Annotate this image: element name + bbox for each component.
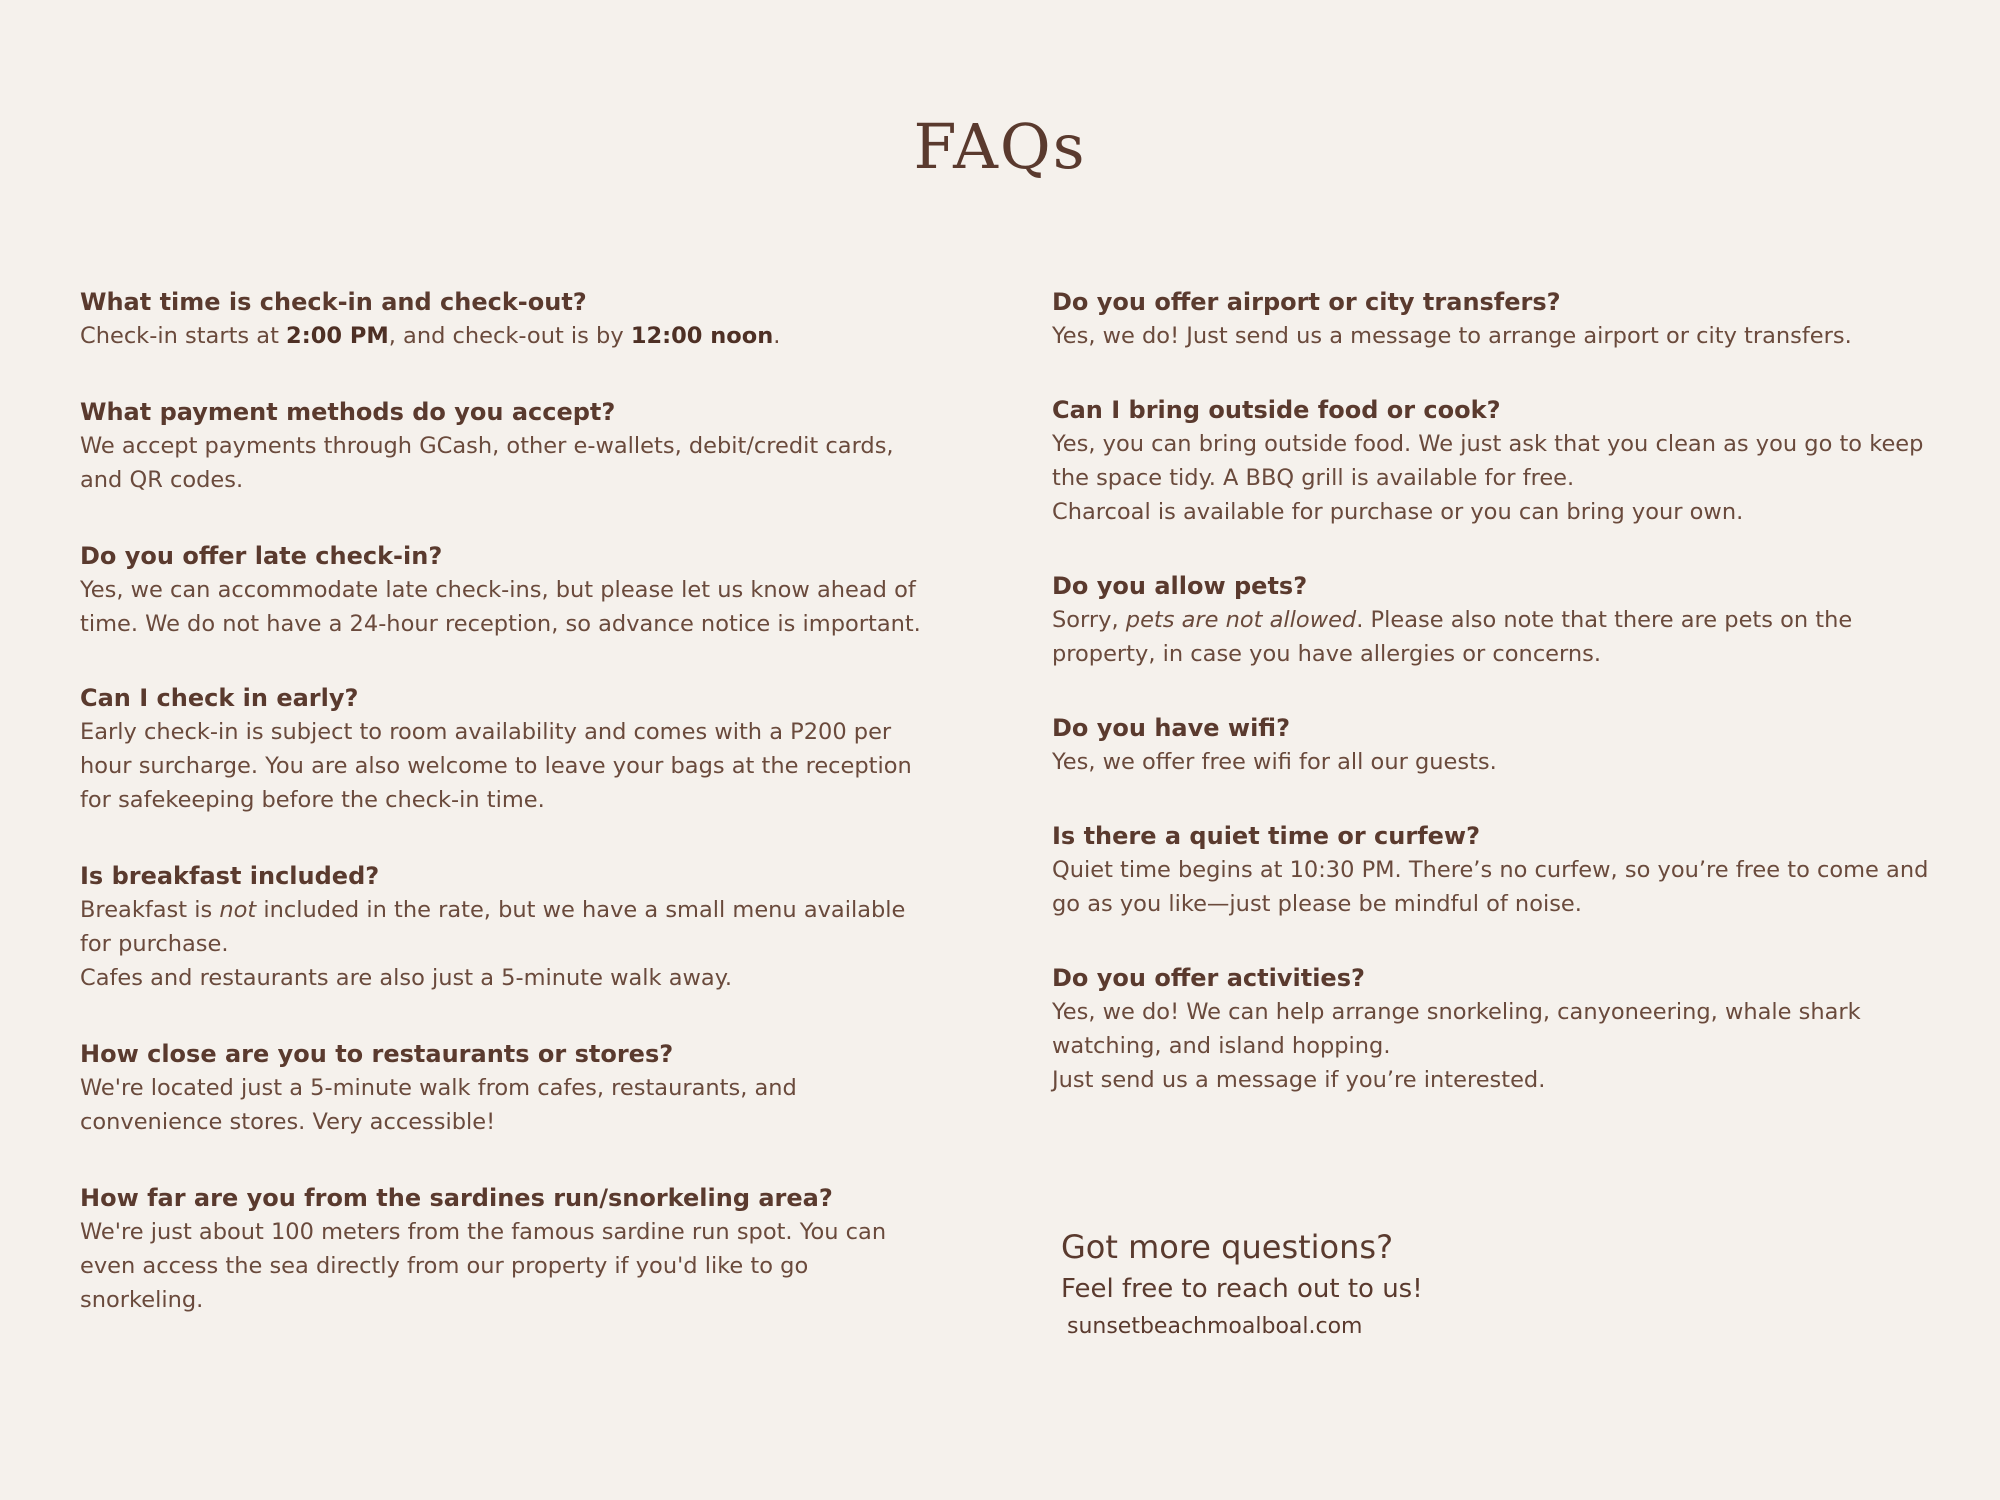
faq-item xyxy=(1052,569,1932,671)
faq-question: Can I check in early? xyxy=(80,684,359,712)
faq-item xyxy=(1052,711,1932,779)
contact-subtitle: Feel free to reach out to us! xyxy=(1061,1274,1423,1304)
faq-answer: Check-in starts at 2:00 PM, and check-out is by 12:00 noon. xyxy=(80,323,781,349)
faq-question: Is there a quiet time or curfew? xyxy=(1052,822,1481,850)
faq-question: Is breakfast included? xyxy=(80,862,380,890)
faq-question: What payment methods do you accept? xyxy=(80,398,616,426)
faq-answer: We're located just a 5-minute walk from cafes, restaurants, and convenience stores. Very accessible! xyxy=(80,1075,797,1135)
faq-item xyxy=(1052,819,1932,921)
emphasis-italic: not xyxy=(219,897,257,923)
website-link[interactable]: sunsetbeachmoalboal.com xyxy=(1067,1314,1363,1339)
faq-item xyxy=(80,859,930,995)
faq-column-right xyxy=(1052,285,1932,1097)
faq-answer: Yes, you can bring outside food. We just ask that you clean as you go to keep the space tidy. A BBQ grill is available for free. Charcoal is available for purchase or you can bring your own. xyxy=(1052,431,1924,525)
faq-answer: Quiet time begins at 10:30 PM. There’s no curfew, so you’re free to come and go as you like—just please be mindful of noise. xyxy=(1052,857,1929,917)
contact-title: Got more questions? xyxy=(1061,1228,1394,1266)
faq-item xyxy=(1052,393,1932,529)
faq-item xyxy=(80,539,930,641)
faq-item xyxy=(80,1181,930,1317)
faq-answer: We accept payments through GCash, other e-wallets, debit/credit cards, and QR codes. xyxy=(80,433,894,493)
contact-callout xyxy=(1061,1225,1423,1345)
faq-answer: Sorry, pets are not allowed. Please also note that there are pets on the property, in case you have allergies or concerns. xyxy=(1052,607,1853,667)
emphasis-bold: 2:00 PM xyxy=(286,323,389,349)
faq-question: How close are you to restaurants or stores? xyxy=(80,1040,674,1068)
faq-answer: Early check-in is subject to room availability and comes with a P200 per hour surcharge. You are also welcome to leave your bags at the reception for safekeeping before the check-in time. xyxy=(80,719,912,813)
faq-answer: Yes, we can accommodate late check-ins, but please let us know ahead of time. We do not have a 24-hour reception, so advance notice is important. xyxy=(80,577,921,637)
faq-answer: Yes, we offer free wifi for all our guests. xyxy=(1052,749,1497,775)
faq-item xyxy=(1052,285,1932,353)
faq-item xyxy=(1052,961,1932,1097)
faq-question: Do you offer activities? xyxy=(1052,964,1365,992)
faq-answer: Yes, we do! We can help arrange snorkeling, canyoneering, whale shark watching, and island hopping. Just send us a message if you’re interested. xyxy=(1052,999,1861,1093)
faq-answer: We're just about 100 meters from the famous sardine run spot. You can even access the sea directly from our property if you'd like to go snorkeling. xyxy=(80,1219,887,1313)
page-title: FAQs xyxy=(913,110,1087,183)
faq-item xyxy=(80,395,930,497)
emphasis-italic: pets are not allowed xyxy=(1125,607,1357,633)
faq-question: What time is check-in and check-out? xyxy=(80,288,587,316)
faq-item xyxy=(80,285,930,353)
faq-question: Can I bring outside food or cook? xyxy=(1052,396,1501,424)
faq-question: Do you offer late check-in? xyxy=(80,542,443,570)
faq-question: Do you allow pets? xyxy=(1052,572,1308,600)
faq-question: Do you offer airport or city transfers? xyxy=(1052,288,1561,316)
faq-question: How far are you from the sardines run/snorkeling area? xyxy=(80,1184,833,1212)
faq-column-left xyxy=(80,285,930,1317)
faq-answer: Breakfast is not included in the rate, but we have a small menu available for purchase. Cafes and restaurants are also just a 5-minute walk away. xyxy=(80,897,906,991)
faq-item xyxy=(80,681,930,817)
faq-answer: Yes, we do! Just send us a message to arrange airport or city transfers. xyxy=(1052,323,1852,349)
faq-question: Do you have wifi? xyxy=(1052,714,1291,742)
emphasis-bold: 12:00 noon xyxy=(630,323,774,349)
faq-item xyxy=(80,1037,930,1139)
